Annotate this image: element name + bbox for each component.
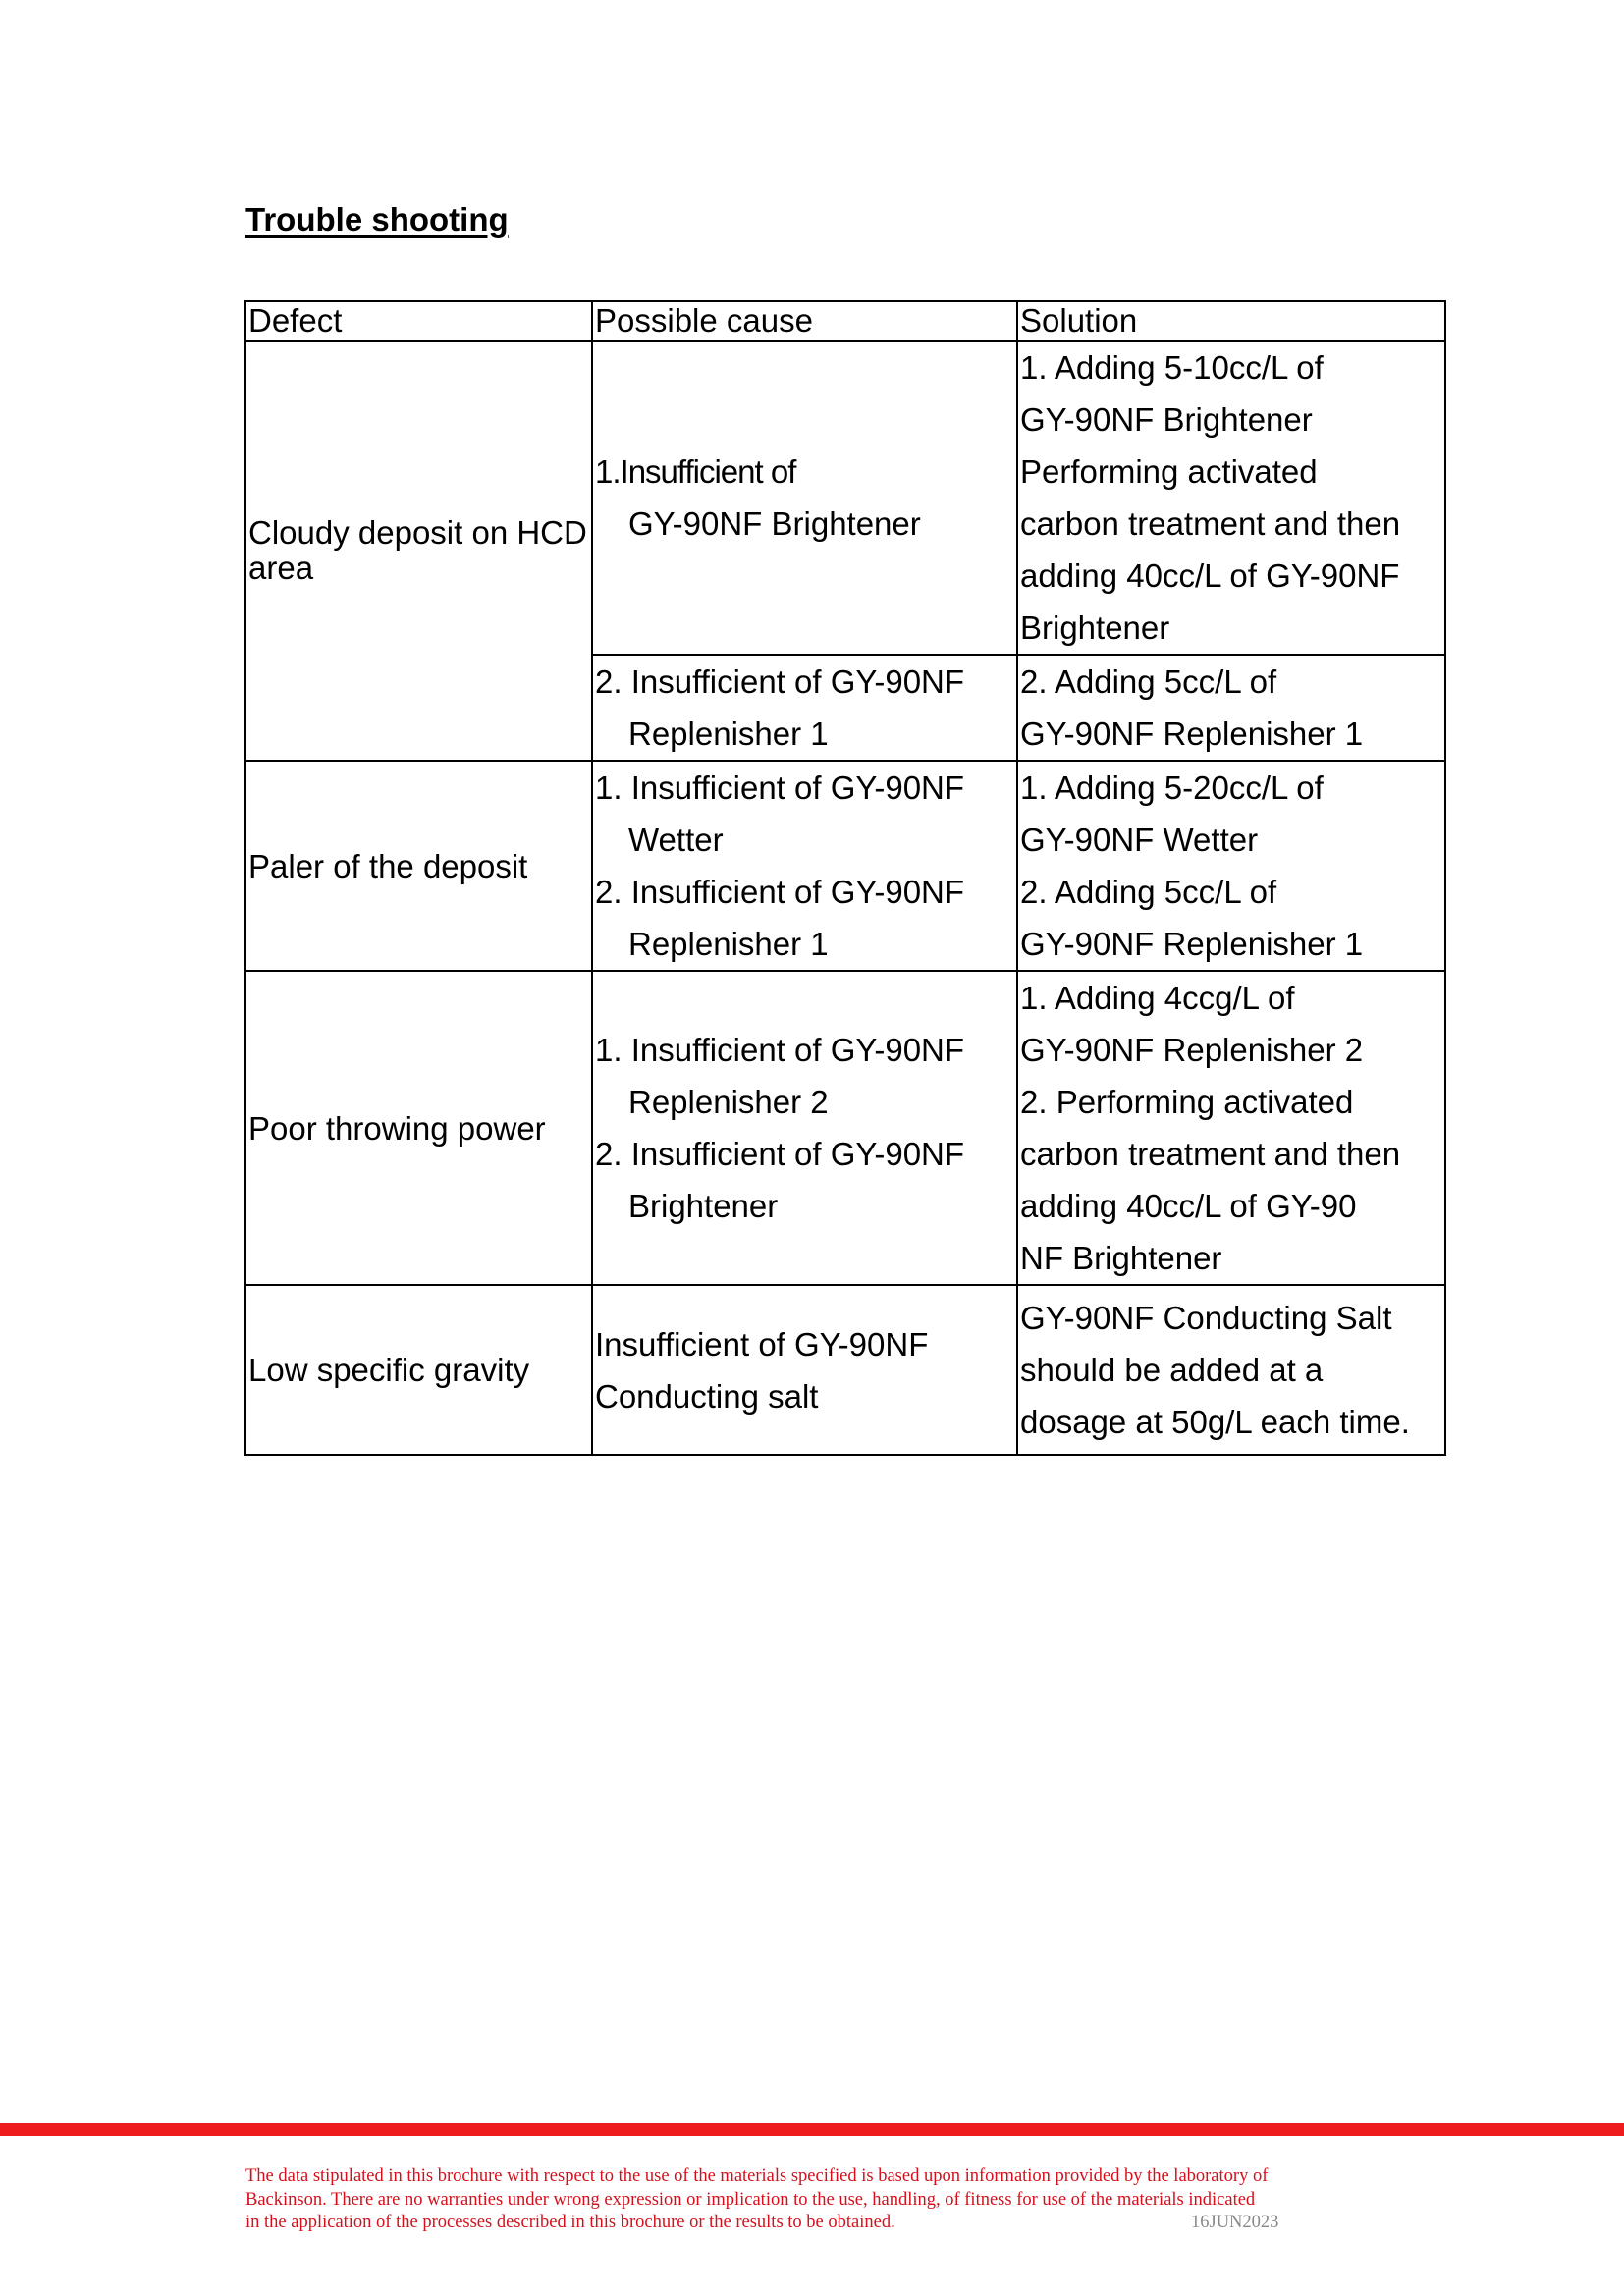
defect-cell [245, 1285, 592, 1455]
solution-line: 1. Adding 5-20cc/L of [1020, 770, 1324, 806]
disclaimer-line: The data stipulated in this brochure with respect to the use of the materials specified is based upon information provided by the laboratory of [245, 2166, 1269, 2186]
header-possible-cause: Possible cause [592, 301, 1017, 341]
footer-divider-bar [0, 2123, 1624, 2136]
table-header-row [245, 301, 1445, 341]
cause-line: 1. Insufficient of GY-90NF [595, 770, 965, 806]
solution-line: carbon treatment and then [1020, 506, 1401, 542]
cause-line: Replenisher 1 [628, 926, 829, 962]
cause-cell [592, 971, 1017, 1285]
header-solution: Solution [1017, 301, 1445, 341]
disclaimer-line: Backinson. There are no warranties under wrong expression or implication to the use, handling, of fitness for use of the materials indicated [245, 2189, 1256, 2210]
cause-line: Replenisher 2 [628, 1084, 829, 1120]
defect-line: Cloudy deposit on HCD [248, 514, 587, 551]
solution-line: GY-90NF Brightener [1020, 401, 1313, 438]
solution-cell [1017, 971, 1445, 1285]
solution-line: NF Brightener [1020, 1240, 1222, 1276]
cause-line: Conducting salt [595, 1377, 819, 1415]
cause-cell [592, 1285, 1017, 1455]
header-defect: Defect [245, 301, 592, 341]
cause-cell [592, 655, 1017, 761]
solution-line: 1. Adding 5-10cc/L of [1020, 349, 1324, 386]
cause-cell [592, 761, 1017, 971]
solution-line: GY-90NF Wetter [1020, 822, 1259, 858]
solution-line: should be added at a [1020, 1352, 1324, 1388]
solution-line: GY-90NF Conducting Salt [1020, 1300, 1392, 1336]
footer-date: 16JUN2023 [1191, 2213, 1279, 2232]
solution-line: dosage at 50g/L each time. [1020, 1404, 1410, 1440]
cause-line: Brightener [628, 1188, 779, 1224]
solution-line: carbon treatment and then [1020, 1136, 1401, 1172]
cause-line: Replenisher 1 [628, 716, 829, 752]
cause-line: GY-90NF Brightener [628, 506, 921, 542]
solution-line: Performing activated [1020, 454, 1318, 490]
table-row [245, 761, 1445, 971]
solution-cell [1017, 655, 1445, 761]
table-row [245, 1285, 1445, 1455]
solution-line: 2. Performing activated [1020, 1084, 1354, 1120]
cause-line: 2. Insufficient of GY-90NF [595, 664, 965, 700]
cause-line: 1. Insufficient of GY-90NF [595, 1032, 965, 1068]
solution-cell [1017, 1285, 1445, 1455]
solution-line: GY-90NF Replenisher 1 [1020, 926, 1364, 962]
troubleshooting-table [244, 300, 1446, 1456]
defect-line: Paler of the deposit [248, 847, 528, 884]
cause-line: Wetter [628, 822, 724, 858]
cause-line: 2. Insufficient of GY-90NF [595, 874, 965, 910]
defect-line: Poor throwing power [248, 1109, 546, 1147]
disclaimer-line: in the application of the processes described in this brochure or the results to be obtained. [245, 2213, 895, 2232]
solution-line: 2. Adding 5cc/L of [1020, 664, 1277, 700]
solution-line: Brightener [1020, 610, 1170, 646]
defect-cell [245, 761, 592, 971]
solution-cell [1017, 341, 1445, 655]
solution-line: GY-90NF Replenisher 1 [1020, 716, 1364, 752]
table-row [245, 341, 1445, 655]
defect-cell [245, 971, 592, 1285]
solution-line: adding 40cc/L of GY-90 [1020, 1188, 1357, 1224]
cause-cell [592, 341, 1017, 655]
page-title: Trouble shooting [245, 201, 509, 238]
defect-line: Low specific gravity [248, 1352, 530, 1388]
solution-cell [1017, 761, 1445, 971]
table-row [245, 971, 1445, 1285]
cause-line: Insufficient of GY-90NF [595, 1325, 929, 1362]
solution-line: GY-90NF Replenisher 2 [1020, 1032, 1364, 1068]
solution-line: adding 40cc/L of GY-90NF [1020, 558, 1400, 594]
solution-line: 1. Adding 4ccg/L of [1020, 980, 1295, 1016]
solution-line: 2. Adding 5cc/L of [1020, 874, 1277, 910]
defect-line: area [248, 550, 314, 586]
defect-cell [245, 341, 592, 761]
cause-line: 1.Insufficient of [595, 454, 796, 490]
cause-line: 2. Insufficient of GY-90NF [595, 1136, 965, 1172]
